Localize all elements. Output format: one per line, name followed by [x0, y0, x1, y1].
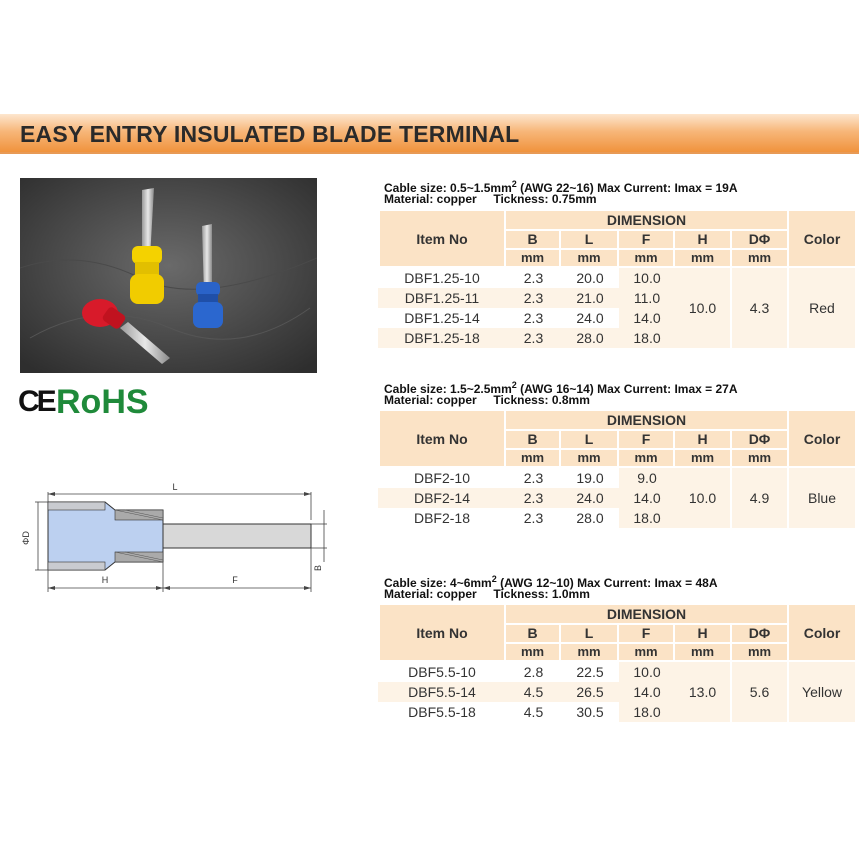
unit-header-0: mm	[506, 250, 561, 269]
terminal-drawing	[15, 480, 335, 600]
value-b: 2.8	[523, 664, 544, 680]
unit-header-1: mm	[561, 450, 619, 469]
label-f: F	[232, 575, 238, 585]
ce-mark: CE	[18, 385, 54, 418]
value-f: 10.0	[619, 662, 675, 682]
value-l: 30.5	[576, 704, 604, 720]
unit-header-2: mm	[619, 450, 675, 469]
value-b: 2.3	[523, 510, 544, 526]
unit-header-4: mm	[732, 644, 789, 663]
rohs-mark: RoHS	[56, 383, 149, 421]
item-number: DBF2-14	[378, 488, 506, 508]
value-f: 14.0	[619, 682, 675, 702]
item-no-header: Item No	[380, 411, 506, 468]
value-f: 9.0	[619, 468, 675, 488]
value-b: 4.5	[506, 682, 561, 702]
cable-size-rest: (AWG 16~14) Max Current: Imax = 27A	[516, 382, 738, 396]
color-header: Color	[789, 411, 857, 468]
item-number: DBF1.25-14	[404, 310, 480, 326]
value-b: 2.3	[523, 270, 544, 286]
item-number: DBF1.25-11	[378, 288, 506, 308]
value-d: 5.6	[732, 662, 789, 722]
item-number: DBF1.25-18	[378, 328, 506, 348]
value-l: 22.5	[576, 664, 604, 680]
dim-header-1: L	[561, 625, 619, 644]
dim-header-4: DΦ	[732, 431, 789, 450]
value-color: Red	[789, 268, 857, 348]
label-h: H	[101, 575, 109, 585]
unit-header-1: mm	[561, 644, 619, 663]
item-number: DBF5.5-14	[378, 682, 506, 702]
cable-size-sup: 2	[511, 179, 517, 189]
item-number: DBF2-18	[413, 510, 471, 526]
dimension-header: DIMENSION	[506, 211, 789, 231]
item-number: DBF1.25-10	[404, 270, 480, 286]
value-h: 10.0	[675, 268, 732, 348]
dim-header-3: H	[675, 431, 732, 450]
dim-header-0: B	[506, 625, 561, 644]
material-line: Material: copper Tickness: 0.8mm	[384, 393, 590, 407]
value-l: 28.0	[561, 328, 619, 348]
banner-underline	[0, 152, 859, 154]
item-number: DBF5.5-18	[408, 704, 476, 720]
cable-size-sup: 2	[511, 380, 517, 390]
label-l: L	[172, 482, 178, 492]
material-line: Material: copper Tickness: 1.0mm	[384, 587, 590, 601]
value-color: Blue	[789, 468, 857, 528]
dim-header-1: L	[561, 431, 619, 450]
value-l: 19.0	[576, 470, 604, 486]
label-b: B	[313, 564, 323, 572]
value-f: 10.0	[619, 268, 675, 288]
material-line: Material: copper Tickness: 0.75mm	[384, 192, 597, 206]
cable-size-sup: 2	[491, 574, 497, 584]
product-photo	[20, 178, 317, 373]
item-number: DBF5.5-10	[408, 664, 476, 680]
dim-header-3: H	[675, 625, 732, 644]
dim-header-4: DΦ	[732, 231, 789, 250]
cable-size-rest: (AWG 22~16) Max Current: Imax = 19A	[516, 181, 738, 195]
cable-size-text: Cable size: 4~6mm	[384, 576, 492, 590]
label-d: ΦD	[21, 531, 31, 545]
page-title: EASY ENTRY INSULATED BLADE TERMINAL	[20, 121, 520, 147]
value-h: 10.0	[675, 468, 732, 528]
value-l: 20.0	[576, 270, 604, 286]
value-b: 2.3	[506, 328, 561, 348]
dim-header-2: F	[619, 231, 675, 250]
unit-header-4: mm	[732, 250, 789, 269]
cable-size-rest: (AWG 12~10) Max Current: Imax = 48A	[496, 576, 718, 590]
dim-header-2: F	[619, 625, 675, 644]
value-l: 24.0	[561, 488, 619, 508]
dimension-header: DIMENSION	[506, 411, 789, 431]
value-l: 28.0	[576, 510, 604, 526]
dim-header-3: H	[675, 231, 732, 250]
value-f: 18.0	[619, 702, 675, 722]
unit-header-4: mm	[732, 450, 789, 469]
dimension-header: DIMENSION	[506, 605, 789, 625]
value-b: 2.3	[523, 310, 544, 326]
value-b: 4.5	[523, 704, 544, 720]
item-number: DBF2-10	[413, 470, 471, 486]
value-d: 4.3	[732, 268, 789, 348]
dim-header-0: B	[506, 431, 561, 450]
value-color: Yellow	[789, 662, 857, 722]
unit-header-0: mm	[506, 450, 561, 469]
color-header: Color	[789, 211, 857, 268]
unit-header-3: mm	[675, 450, 732, 469]
color-header: Color	[789, 605, 857, 662]
cable-size-text: Cable size: 0.5~1.5mm	[384, 181, 512, 195]
value-b: 2.3	[506, 288, 561, 308]
value-f: 18.0	[619, 508, 675, 528]
value-b: 2.3	[523, 470, 544, 486]
unit-header-3: mm	[675, 250, 732, 269]
value-d: 4.9	[732, 468, 789, 528]
dim-header-1: L	[561, 231, 619, 250]
dim-header-0: B	[506, 231, 561, 250]
unit-header-1: mm	[561, 250, 619, 269]
value-f: 14.0	[619, 488, 675, 508]
cable-size-text: Cable size: 1.5~2.5mm	[384, 382, 512, 396]
unit-header-2: mm	[619, 644, 675, 663]
value-l: 26.5	[561, 682, 619, 702]
value-b: 2.3	[506, 488, 561, 508]
value-h: 13.0	[675, 662, 732, 722]
unit-header-0: mm	[506, 644, 561, 663]
unit-header-2: mm	[619, 250, 675, 269]
value-l: 24.0	[576, 310, 604, 326]
dim-header-4: DΦ	[732, 625, 789, 644]
dim-header-2: F	[619, 431, 675, 450]
item-no-header: Item No	[380, 605, 506, 662]
value-f: 18.0	[619, 328, 675, 348]
value-l: 21.0	[561, 288, 619, 308]
value-f: 14.0	[619, 308, 675, 328]
unit-header-3: mm	[675, 644, 732, 663]
item-no-header: Item No	[380, 211, 506, 268]
value-f: 11.0	[619, 288, 675, 308]
